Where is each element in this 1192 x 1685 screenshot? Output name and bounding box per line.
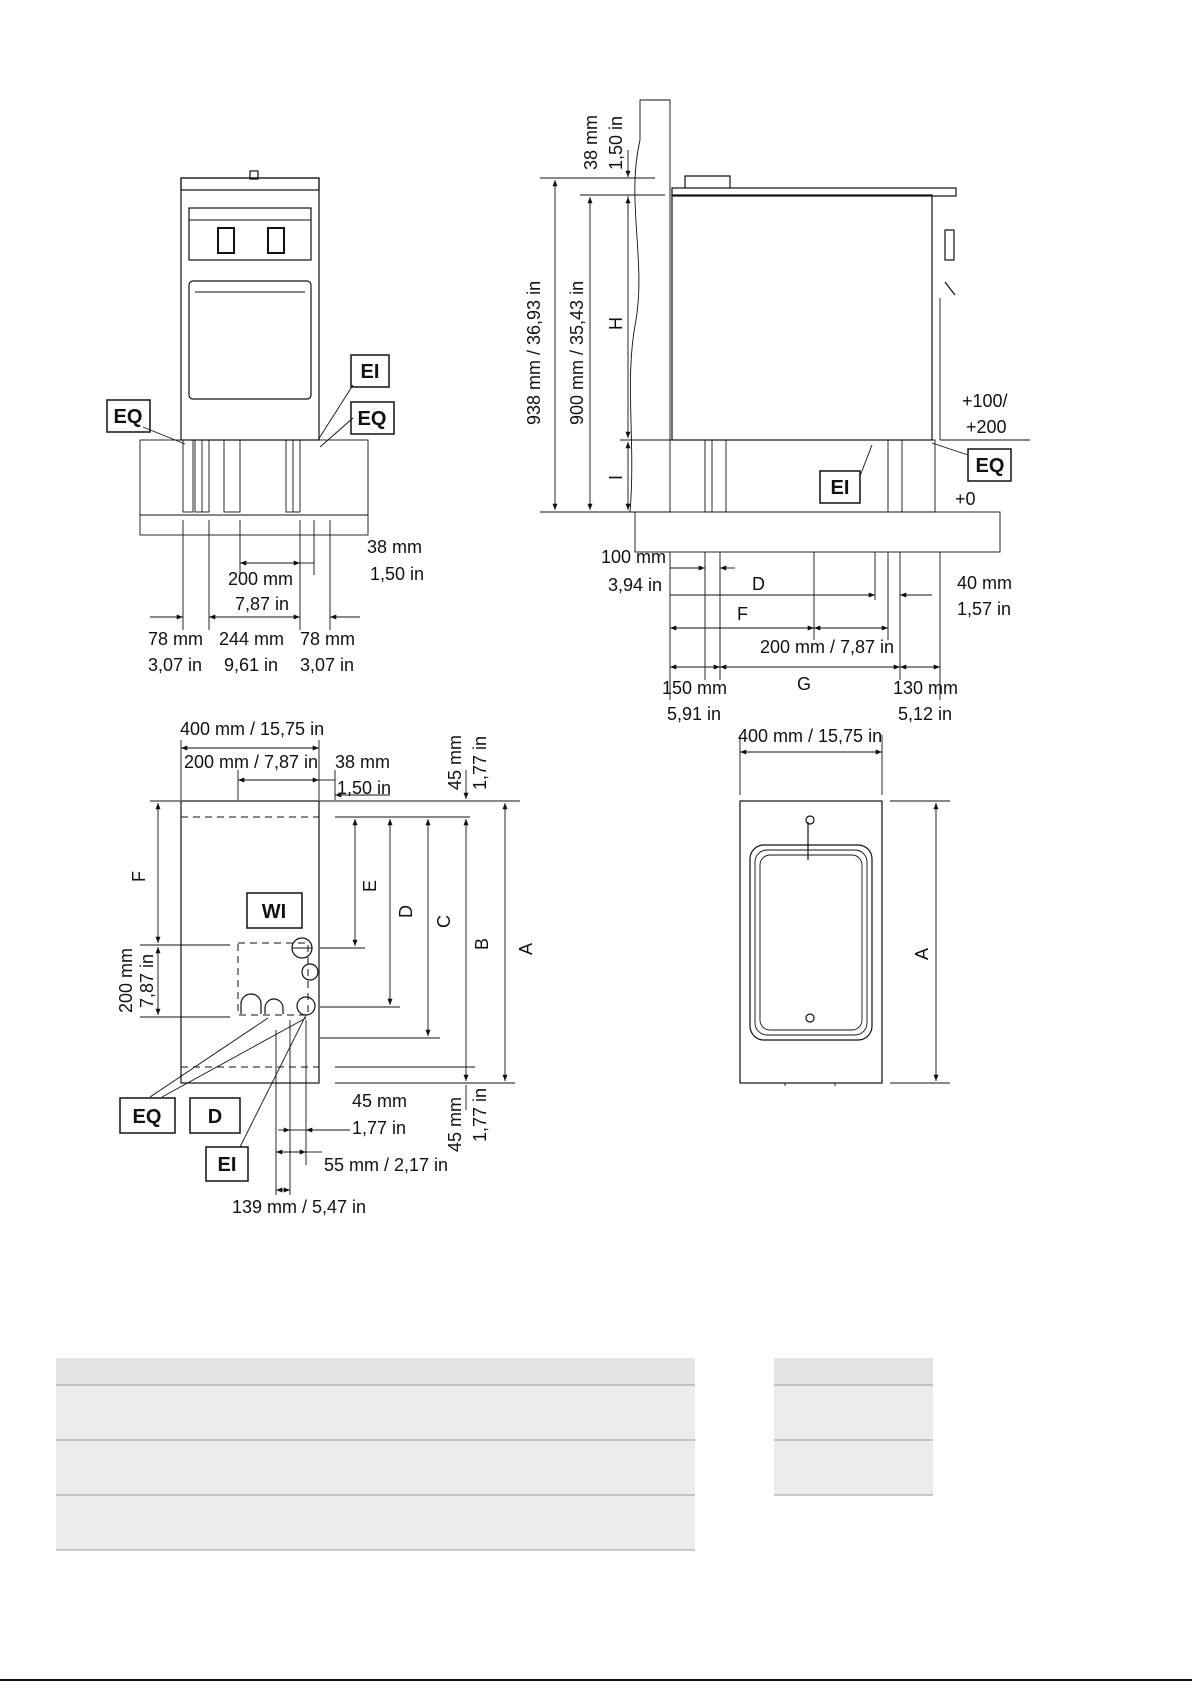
plan-dim-400: 400 mm / 15,75 in [180, 719, 325, 739]
plan-view [116, 719, 536, 1217]
side-view [524, 100, 1030, 724]
plan-letter-c: C [434, 915, 454, 928]
plan-dim-45: 45 mm [352, 1091, 408, 1111]
right-spec-table [774, 1358, 933, 1495]
side-dim-100-in: 3,94 in [608, 575, 663, 595]
plan-dim-200v-in: 7,87 in [137, 953, 157, 1008]
plan-letter-f: F [129, 871, 149, 882]
eq-connection [241, 994, 261, 1014]
eq-text: EQ [132, 1106, 162, 1128]
front-dim-78a: 78 mm [148, 629, 204, 649]
top-outline [740, 801, 882, 1083]
d-text: D [207, 1106, 223, 1128]
front-dim-200: 200 mm [228, 569, 294, 589]
front-dim-38-in: 1,50 in [370, 564, 425, 584]
side-level-top: +100/ [962, 391, 1008, 411]
left-spec-table [56, 1358, 695, 1550]
left-table-row [56, 1495, 695, 1550]
control-knob-right [268, 228, 284, 253]
side-letter-g: G [797, 674, 812, 694]
side-dim-40-in: 1,57 in [957, 599, 1012, 619]
side-dim-130-in: 5,12 in [898, 704, 953, 724]
ei-text: EI [217, 1154, 237, 1176]
right-table-header [774, 1358, 933, 1385]
front-dim-78b-in: 3,07 in [300, 655, 355, 675]
plan-letter-a: A [516, 942, 536, 955]
side-foot-right [888, 440, 902, 512]
ei-text: EI [830, 477, 850, 499]
side-dim-100: 100 mm [601, 547, 667, 567]
plan-dim-38-in: 1,50 in [337, 778, 392, 798]
plan-dim-45-in: 1,77 in [352, 1118, 407, 1138]
side-wall-section [630, 100, 670, 512]
side-dim-150: 150 mm [662, 678, 728, 698]
side-dim-38-in: 1,50 in [606, 115, 626, 170]
plan-dim-55: 55 mm / 2,17 in [324, 1155, 449, 1175]
ei-connection [297, 997, 315, 1015]
fryer-door [189, 281, 311, 399]
side-letter-h: H [606, 317, 626, 330]
side-dim-200: 200 mm / 7,87 in [760, 637, 895, 657]
plan-dim-45top-in: 1,77 in [470, 735, 490, 790]
eq-text: EQ [975, 455, 1005, 477]
eq-text: EQ [357, 408, 387, 430]
side-dim-150-in: 5,91 in [667, 704, 722, 724]
fryer-top-rim [181, 178, 319, 190]
plan-dim-200v: 200 mm [116, 947, 136, 1013]
side-dim-938: 938 mm / 36,93 in [524, 280, 544, 425]
front-dim-78b: 78 mm [300, 629, 356, 649]
left-table-header [56, 1358, 695, 1385]
side-letter-d: D [752, 574, 765, 594]
plan-dim-139: 139 mm / 5,47 in [232, 1197, 367, 1217]
side-dim-130: 130 mm [893, 678, 959, 698]
top-view [738, 726, 950, 1086]
basket-inner [760, 855, 862, 1030]
side-floor-section [635, 512, 1000, 552]
control-panel [189, 208, 311, 260]
right-table-row [774, 1440, 933, 1495]
fryer-cabinet [181, 178, 319, 440]
plan-letter-b: B [472, 937, 492, 950]
eq-text: EQ [113, 406, 143, 428]
side-letter-f: F [737, 604, 748, 624]
top-letter-a: A [912, 947, 932, 960]
plan-dim-45bot: 45 mm [445, 1096, 465, 1152]
top-dim-400: 400 mm / 15,75 in [738, 726, 883, 746]
front-dim-200-in: 7,87 in [235, 594, 290, 614]
basket-outer [750, 845, 872, 1040]
wi-text: WI [261, 901, 287, 923]
side-dim-900: 900 mm / 35,43 in [567, 280, 587, 425]
side-fryer-body [672, 195, 932, 440]
plan-dim-45top: 45 mm [445, 734, 465, 790]
front-dim-38: 38 mm [367, 537, 423, 557]
plan-dim-38: 38 mm [335, 752, 391, 772]
side-dim-40: 40 mm [957, 573, 1013, 593]
plan-outline [181, 801, 319, 1083]
drain-connection [265, 999, 283, 1014]
side-dim-38: 38 mm [581, 114, 601, 170]
plan-dim-200: 200 mm / 7,87 in [184, 752, 319, 772]
side-level-zero: +0 [955, 489, 976, 509]
side-foot-left [712, 440, 726, 512]
side-letter-i: I [606, 474, 626, 480]
plan-letter-d: D [396, 905, 416, 918]
front-view [107, 171, 424, 675]
right-table-row [774, 1385, 933, 1440]
side-level-top2: +200 [966, 417, 1007, 437]
left-table-row [56, 1440, 695, 1495]
front-dim-78a-in: 3,07 in [148, 655, 203, 675]
front-dim-244: 244 mm [219, 629, 285, 649]
ei-text: EI [360, 361, 380, 383]
control-knob-left [218, 228, 234, 253]
plan-dim-45bot-in: 1,77 in [470, 1087, 490, 1142]
left-table-row [56, 1385, 695, 1440]
front-dim-244-in: 9,61 in [224, 655, 279, 675]
plan-letter-e: E [360, 879, 380, 892]
